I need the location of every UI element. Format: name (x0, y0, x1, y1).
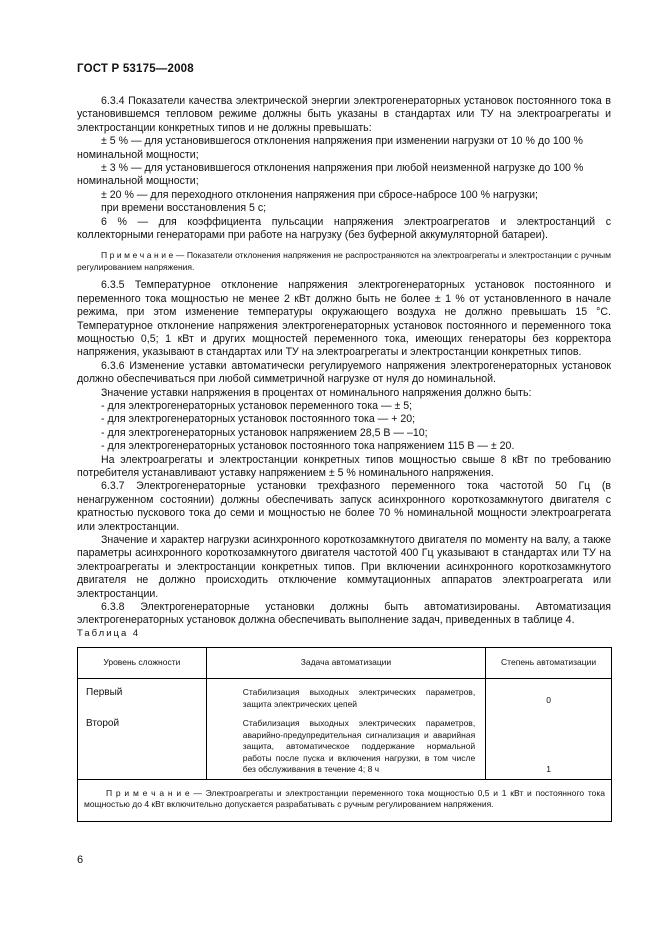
list-item: - для электрогенераторных установок переменного тока — ± 5; (101, 399, 413, 412)
degree-cell: 0 (486, 679, 612, 711)
table-header-row (78, 648, 612, 679)
list-item: 6 % — для коэффициента пульсации напряжения электроагрегатов и электростанций с коллекторными генераторами при работе на нагрузку (без буферной аккумуляторной батареи). (77, 215, 611, 242)
main-content (77, 95, 611, 628)
paragraph-6-3-8: 6.3.8 Электрогенераторные установки должны быть автоматизированы. Автоматизация электрогенераторных установок должна обеспечивать выполнение задач, приведенных в таблице 4. (77, 601, 611, 627)
note-text: — Показатели отклонения напряжения не распространяются на электроагрегаты и электростанции с ручным регулированием напряжения. (77, 250, 611, 272)
list-item: ± 5 % — для установившегося отклонения напряжения при изменении нагрузки от 10 % до 100 % (101, 135, 583, 148)
table-note (78, 779, 612, 821)
paragraph-6-3-6: 6.3.6 Изменение уставки автоматически регулируемого напряжения электрогенераторных установок должно обеспечиваться при любой симметричной нагрузке от нуля до номинальной. (77, 359, 611, 386)
paragraph-6-3-7-load: Значение и характер нагрузки асинхронного короткозамкнутого двигателя по моменту на валу, а также параметры асинхронного короткозамкнутого двигателя частотой 400 Гц указывают в стандартах или ТУ на электроагрегаты и электростанции конкретных типов. При включении асинхронного короткозамкнутого двигателя не должно происходить отключение коммутационных аппаратов электроагрегата или электростанции. (77, 534, 611, 600)
table-note-row (78, 779, 612, 821)
column-header: Степень автоматизации (486, 648, 612, 679)
paragraph-6-3-6-extra: На электроагрегаты и электростанции конкретных типов мощностью свыше 8 кВт по требованию потребителя устанавливают уставку напряжением ± 5 % номинального напряжения. (77, 453, 611, 479)
list-item: - для электрогенераторных установок напряжением 28,5 В — –10; (101, 426, 428, 439)
column-header: Уровень сложности (78, 648, 207, 679)
list-item: ± 3 % — для установившегося отклонения напряжения при любой неизменной нагрузке до 100 % (101, 162, 584, 175)
task-cell: Стабилизация выходных электрических параметров, защита электрических цепей (206, 679, 485, 711)
automation-table (77, 647, 612, 822)
note-label: П р и м е ч а н и е (101, 250, 174, 261)
list-item: - для электрогенераторных установок постоянного тока напряжением 115 В — ± 20. (101, 440, 515, 453)
page-number: 6 (77, 854, 84, 866)
note-text: — Электроагрегаты и электростанции переменного тока мощностью 0,5 и 1 кВт и постоянного тока мощностью до 4 кВт включительно допускается разрабатывать с ручным регулированием напряжения. (84, 787, 605, 809)
paragraph-6-3-7: 6.3.7 Электрогенераторные установки трехфазного переменного тока частотой 50 Гц (в ненагруженном состоянии) должны обеспечивать запуск асинхронного короткозамкнутого двигателя с кратностью пускового тока до семи и мощностью не более 70 % номинальной мощности электроагрегата или электростанции. (77, 480, 611, 533)
list-item-continuation: номинальной мощности; (77, 148, 199, 161)
task-cell: Стабилизация выходных электрических параметров, аварийно-предупредительная сигнализация и аварийная защита, автоматическое поддержание нормальной работы после пуска и включения нагрузки, в том числе без обслуживания в течение 4; 8 ч (206, 710, 485, 779)
paragraph-6-3-6-values: Значение уставки напряжения в процентах от номинального напряжения должно быть: (101, 386, 532, 399)
table-row (78, 679, 612, 711)
table-caption: Таблица 4 (77, 628, 141, 639)
paragraph-6-3-4: 6.3.4 Показатели качества электрической энергии электрогенераторных установок постоянного тока в установившемся тепловом режиме должны быть указаны в стандартах или ТУ на электроагрегаты и электростанции конкретных типов и не должны превышать: (77, 95, 611, 134)
level-cell: Первый (78, 679, 207, 711)
paragraph-6-3-5: 6.3.5 Температурное отклонение напряжения электрогенераторных установок постоянного и переменного тока мощностью не менее 2 кВт должно быть не более ± 1 % от установленного в начале режима, при этом изменение температуры окружающего воздуха не должно превышать 15 °С. Температурное отклонение напряжения электрогенераторных установок постоянного и переменного тока мощностью 0,5; 1 кВт и других мощностей переменного тока, имеющих генераторы без корректора напряжения, указывают в стандартах или ТУ на электроагрегаты и электростанции конкретных типов. (77, 279, 611, 359)
degree-cell: 1 (486, 710, 612, 779)
note-6-3-4 (77, 250, 611, 273)
note-label: П р и м е ч а н и е (106, 787, 190, 798)
list-item: - для электрогенераторных установок постоянного тока — + 20; (101, 413, 416, 426)
table-row (78, 710, 612, 779)
document-header: ГОСТ Р 53175—2008 (77, 63, 194, 75)
column-header: Задача автоматизации (206, 648, 485, 679)
list-item-continuation: номинальной мощности; (77, 175, 199, 188)
list-item: ± 20 % — для переходного отклонения напряжения при сбросе-набросе 100 % нагрузки; (101, 188, 538, 201)
list-item: при времени восстановления 5 с; (101, 202, 267, 215)
level-cell: Второй (78, 710, 207, 779)
